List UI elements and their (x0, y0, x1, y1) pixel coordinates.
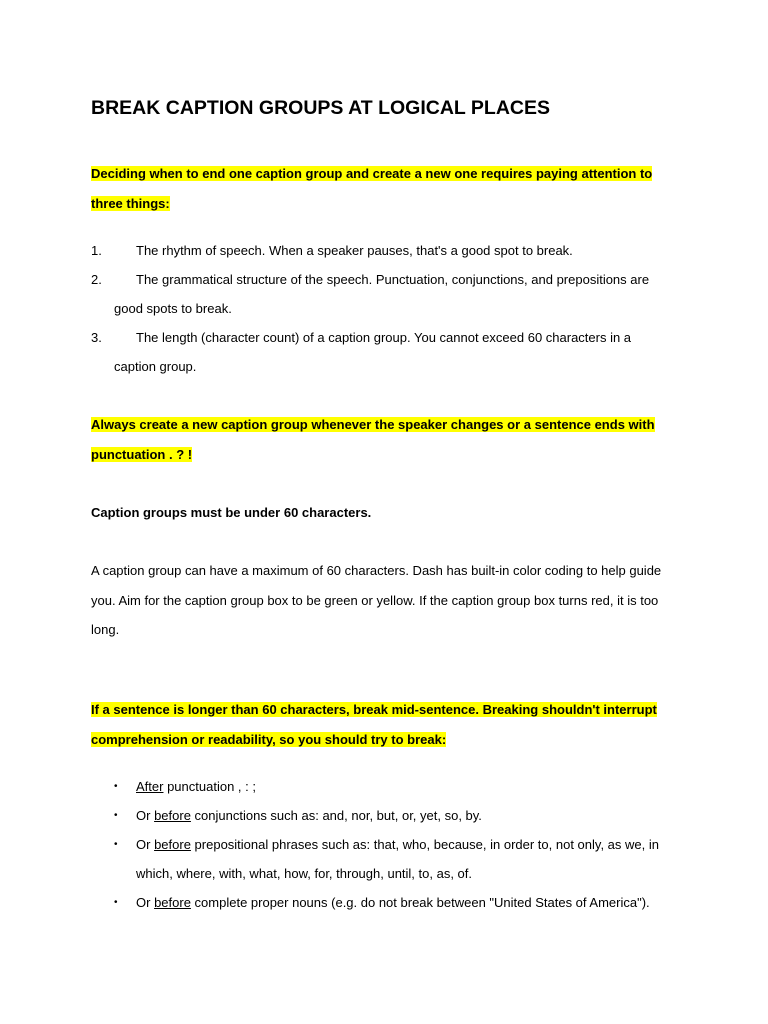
list-item-text: conjunctions such as: and, nor, but, or, yet, so, by. (190, 808, 482, 823)
list-item (91, 265, 681, 323)
list-item (91, 772, 681, 801)
list-item-text: The grammatical structure of the speech. Punctuation, conjunctions, and prepositions are (136, 272, 650, 287)
list-item-continuation: caption group. (114, 359, 197, 374)
underlined-word: before (154, 837, 191, 852)
bullet-icon: • (114, 810, 118, 821)
limit-body: A caption group can have a maximum of 60 characters. Dash has built-in color coding to help guide you. Aim for the caption group box to be green or yellow. If the caption group box turns red, it is too long. (91, 563, 662, 637)
list-item-prefix: Or (136, 808, 155, 823)
list-item (91, 888, 681, 917)
speaker-change-paragraph (91, 410, 681, 469)
bullet-icon: • (114, 781, 118, 792)
limit-heading: Caption groups must be under 60 characters. (91, 505, 372, 520)
list-item-text: punctuation , : ; (163, 779, 256, 794)
list-item-text: The rhythm of speech. When a speaker pauses, that's a good spot to break. (136, 243, 573, 258)
list-item-continuation: good spots to break. (114, 301, 232, 316)
list-item-prefix: Or (136, 895, 155, 910)
list-item-prefix: Or (136, 837, 155, 852)
list-item-text: complete proper nouns (e.g. do not break between "United States of America"). (190, 895, 650, 910)
list-item (91, 236, 681, 265)
list-item-text: prepositional phrases such as: that, who, because, in order to, not only, as we, in which, where, with, what, how, for, through, until, to, as, of. (136, 837, 659, 881)
list-number: 2. (91, 272, 102, 287)
speaker-change-highlight: Always create a new caption group whenever the speaker changes or a sentence ends with punctuation . ? ! (91, 417, 655, 462)
bullet-list (91, 772, 681, 917)
bullet-icon: • (114, 897, 118, 908)
list-number: 3. (91, 330, 102, 345)
underlined-word: before (154, 808, 191, 823)
underlined-word: After (136, 779, 164, 794)
document-title: BREAK CAPTION GROUPS AT LOGICAL PLACES (91, 97, 550, 119)
mid-sentence-highlight: If a sentence is longer than 60 characters, break mid-sentence. Breaking shouldn't interrupt comprehension or readability, so you should try to break: (91, 702, 657, 747)
underlined-word: before (154, 895, 191, 910)
list-item (91, 323, 681, 381)
list-item (91, 830, 681, 888)
list-number: 1. (91, 243, 102, 258)
intro-highlight: Deciding when to end one caption group and create a new one requires paying attention to three things: (91, 166, 653, 211)
bullet-icon: • (114, 839, 118, 850)
numbered-list (91, 236, 681, 381)
list-item-text: The length (character count) of a caption group. You cannot exceed 60 characters in a (136, 330, 632, 345)
intro-paragraph (91, 159, 681, 218)
list-item (91, 801, 681, 830)
mid-sentence-paragraph (91, 695, 681, 754)
